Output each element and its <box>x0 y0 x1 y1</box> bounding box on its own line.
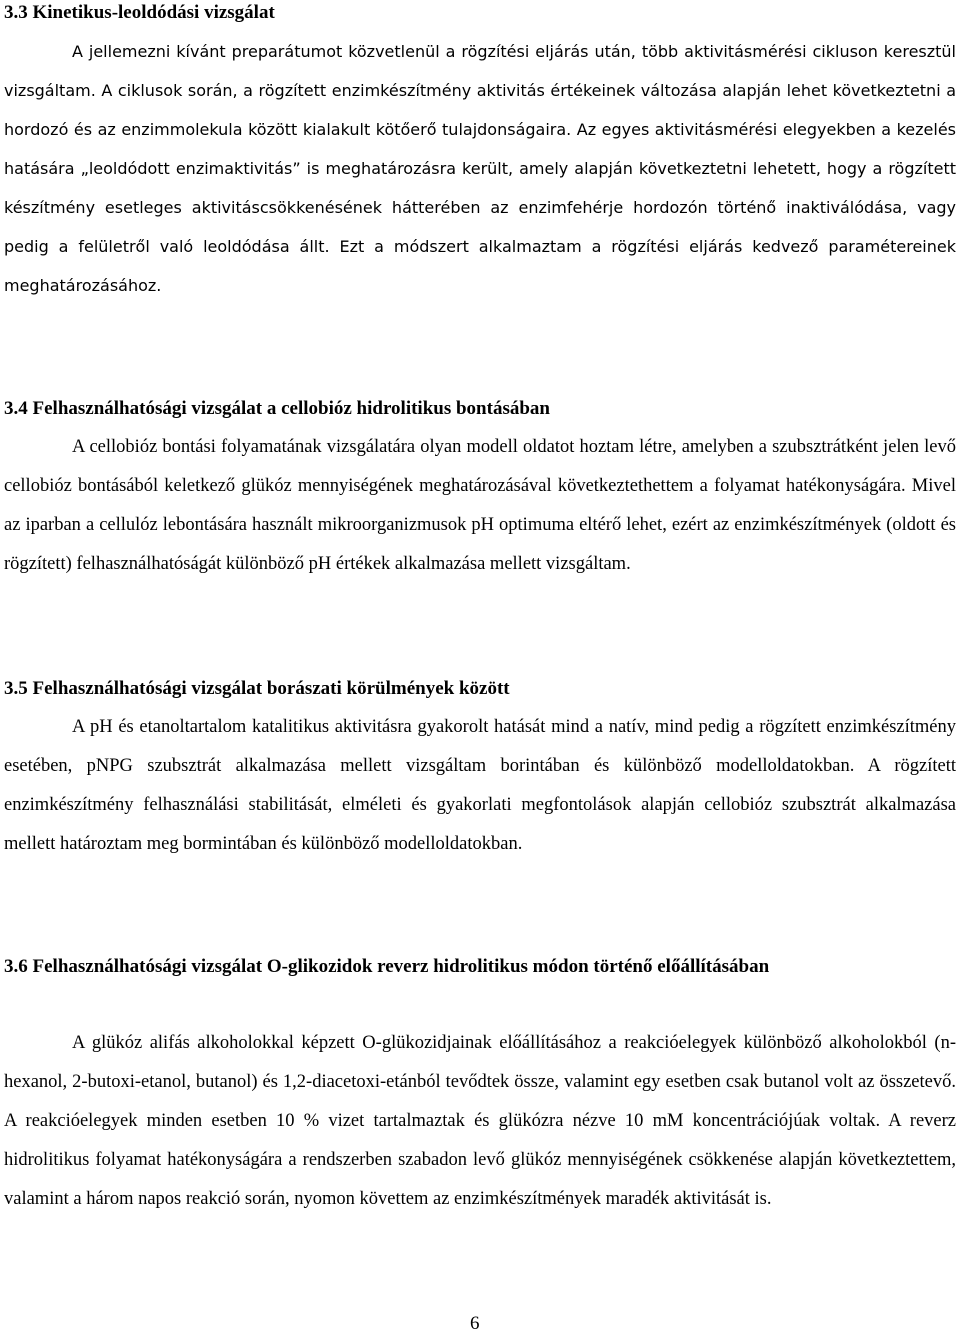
section-paragraph-3-6: A glükóz alifás alkoholokkal képzett O-glükozidjainak előállításához a reakcióelegyek különböző alkoholokból (n-hexanol, 2-butoxi-etanol, butanol) és 1,2-diacetoxi-etánból tevődtek össze, valamint egy esetben csak butanol volt az összetevő. A reakcióelegyek minden esetben 10 % vizet tartalmaztak és glükózra nézve 10 mM koncentrációjúak voltak. A reverz hidrolitikus folyamat hatékonyságára a rendszerben szabadon levő glükóz mennyiségének csökkenése alapján következtettem, valamint a három napos reakció során, nyomon követtem az enzimkészítmények maradék aktivitását is. <box>4 1033 956 1209</box>
section-paragraph-3-5: A pH és etanoltartalom katalitikus aktivitásra gyakorolt hatását mind a natív, mind pedig a rögzített enzimkészítmény esetében, pNPG szubsztrát alkalmazása mellett vizsgáltam borintában és különböző modelloldatokban. A rögzített enzimkészítmény felhasználási stabilitását, elméleti és gyakorlati megfontolások alapján cellobióz szubsztrát alkalmazása mellett határoztam meg bormintában és különböző modelloldatokban. <box>4 717 956 854</box>
section-paragraph-3-4: A cellobióz bontási folyamatának vizsgálatára olyan modell oldatot hoztam létre, amelyben a szubsztrátként jelen levő cellobióz bontásából keletkező glükóz mennyiségének meghatározásával következtethettem a folyamat hatékonyságára. Mivel az iparban a cellulóz lebontására használt mikroorganizmusok pH optimuma eltérő lehet, ezért az enzimkészítmények (oldott és rögzített) felhasználhatóságát különböző pH értékek alkalmazása mellett vizsgáltam. <box>4 437 956 574</box>
section-heading-3-4: 3.4 Felhasználhatósági vizsgálat a cellobióz hidrolitikus bontásában <box>4 398 550 419</box>
section-heading-3-5: 3.5 Felhasználhatósági vizsgálat borászati körülmények között <box>4 678 510 699</box>
section-heading-3-6: 3.6 Felhasználhatósági vizsgálat O-glikozidok reverz hidrolitikus módon történő előállításában <box>4 956 770 977</box>
section-paragraph-3-3: A jellemezni kívánt preparátumot közvetlenül a rögzítési eljárás után, több aktivitásmérési cikluson keresztül vizsgáltam. A ciklusok során, a rögzített enzimkészítmény aktivitás értékeinek változása alapján lehet következtetni a hordozó és az enzimmolekula között kialakult kötőerő tulajdonságaira. Az egyes aktivitásmérési elegyekben a kezelés hatására „leoldódott enzimaktivitás” is meghatározásra került, amely alapján következtetni lehetett, hogy a rögzített készítmény esetleges aktivitáscsökkenésének hátterében az enzimfehérje hordozón történő inaktiválódása, vagy pedig a felületről való leoldódása állt. Ezt a módszert alkalmaztam a rögzítési eljárás kedvező paramétereinek meghatározásához. <box>4 42 956 295</box>
page-number: 6 <box>470 1313 480 1334</box>
section-heading-3-3: 3.3 Kinetikus-leoldódási vizsgálat <box>4 2 275 23</box>
